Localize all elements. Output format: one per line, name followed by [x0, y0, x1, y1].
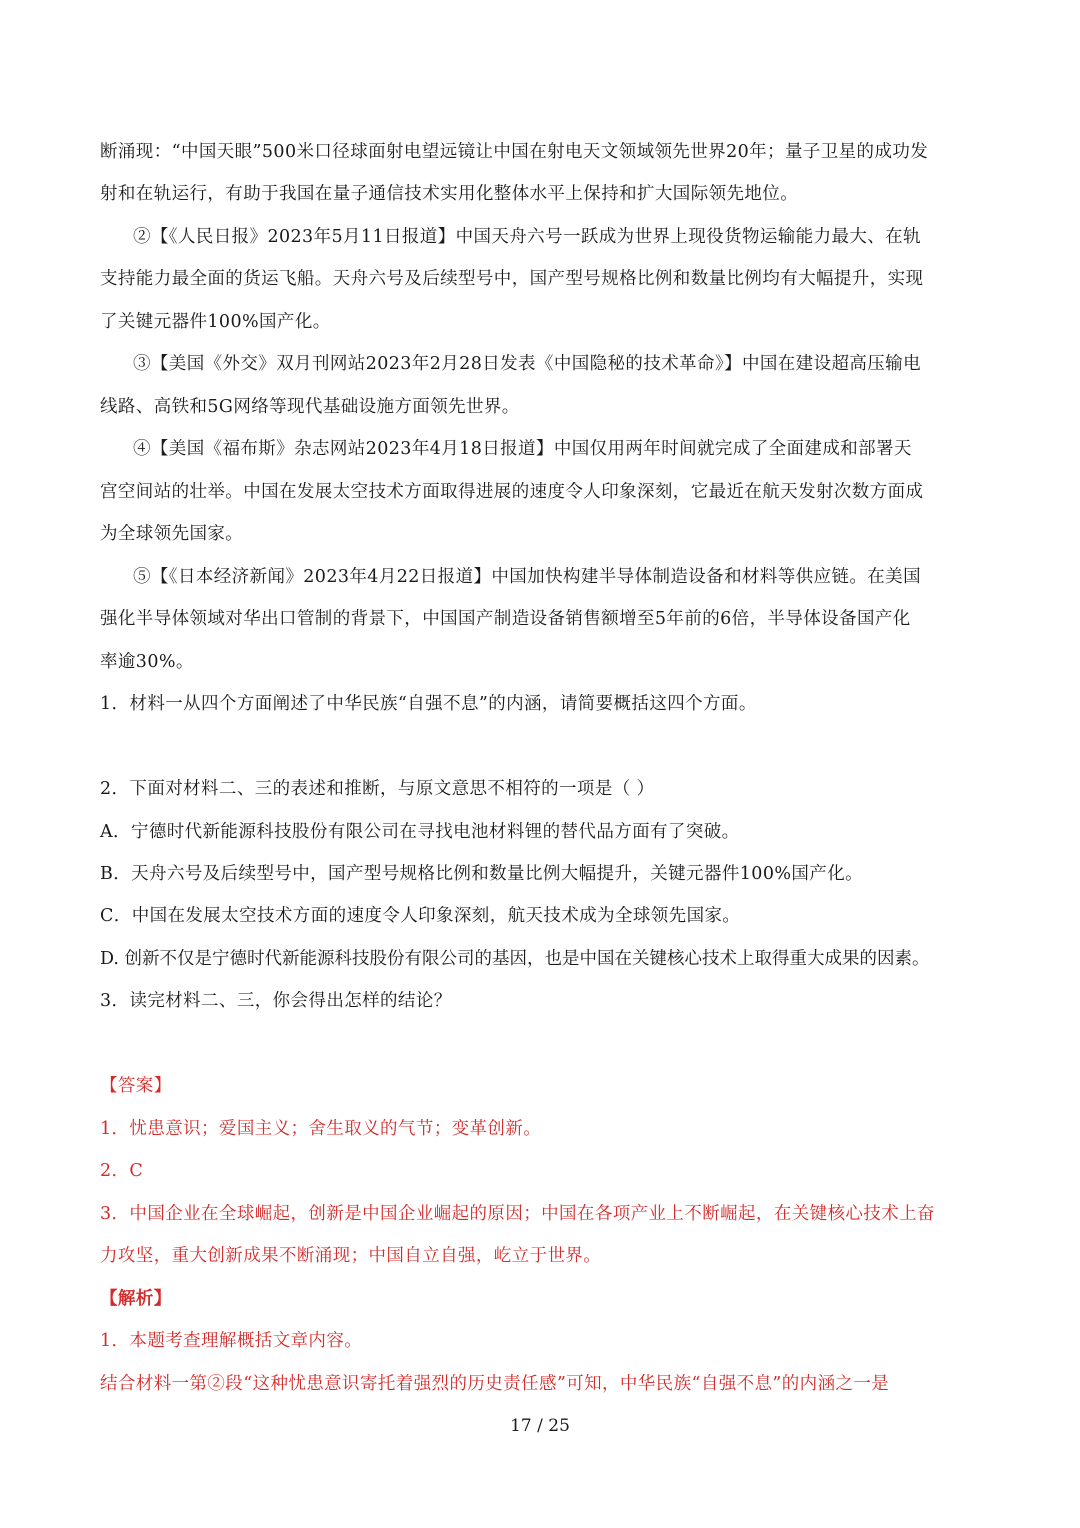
material-line: 支持能力最全面的货运飞船。天舟六号及后续型号中，国产型号规格比例和数量比例均有大幅提升，实现 — [100, 269, 924, 289]
question-2: 2．下面对材料二、三的表述和推断，与原文意思不相符的一项是（ ） — [100, 779, 655, 799]
material-line: 断涌现：“中国天眼”500米口径球面射电望远镜让中国在射电天文领域领先世界20年；量子卫星的成功发 — [100, 142, 929, 162]
material-line: 为全球领先国家。 — [100, 524, 244, 544]
material-line: ⑤【《日本经济新闻》2023年4月22日报道】中国加快构建半导体制造设备和材料等供应链。在美国 — [133, 567, 921, 587]
answer-3-line: 力攻坚，重大创新成果不断涌现；中国自立自强，屹立于世界。 — [100, 1246, 602, 1266]
option-d: D. 创新不仅是宁德时代新能源科技股份有限公司的基因，也是中国在关键核心技术上取得重大成果的因素。 — [100, 949, 930, 969]
answer-header: 【答案】 — [100, 1076, 172, 1096]
analysis-line: 结合材料一第②段“这种忧患意识寄托着强烈的历史责任感”可知，中华民族“自强不息”的内涵之一是 — [100, 1374, 890, 1394]
option-c: C．中国在发展太空技术方面的速度令人印象深刻，航天技术成为全球领先国家。 — [100, 906, 741, 926]
answer-2: 2．C — [100, 1161, 144, 1181]
material-line: 宫空间站的壮举。中国在发展太空技术方面取得进展的速度令人印象深刻，它最近在航天发射次数方面成 — [100, 482, 924, 502]
material-line: 强化半导体领域对华出口管制的背景下，中国国产制造设备销售额增至5年前的6倍，半导体设备国产化 — [100, 609, 911, 629]
material-line: 射和在轨运行，有助于我国在量子通信技术实用化整体水平上保持和扩大国际领先地位。 — [100, 184, 799, 204]
material-line: ④【美国《福布斯》杂志网站2023年4月18日报道】中国仅用两年时间就完成了全面建成和部署天 — [133, 439, 912, 459]
analysis-line: 1．本题考查理解概括文章内容。 — [100, 1331, 363, 1351]
page-number: 17 / 25 — [510, 1416, 570, 1436]
answer-1: 1．忧患意识；爱国主义；舍生取义的气节；变革创新。 — [100, 1119, 542, 1139]
material-line: 了关键元器件100%国产化。 — [100, 312, 331, 332]
option-a: A．宁德时代新能源科技股份有限公司在寻找电池材料锂的替代品方面有了突破。 — [100, 822, 740, 842]
question-1: 1．材料一从四个方面阐述了中华民族“自强不息”的内涵，请简要概括这四个方面。 — [100, 694, 757, 714]
option-b: B．天舟六号及后续型号中，国产型号规格比例和数量比例大幅提升，关键元器件100%国产化。 — [100, 864, 863, 884]
answer-3-line: 3．中国企业在全球崛起，创新是中国企业崛起的原因；中国在各项产业上不断崛起，在关键核心技术上奋 — [100, 1204, 935, 1224]
material-line: 率逾30%。 — [100, 652, 194, 672]
material-line: ②【《人民日报》2023年5月11日报道】中国天舟六号一跃成为世界上现役货物运输能力最大、在轨 — [133, 227, 921, 247]
question-3: 3．读完材料二、三，你会得出怎样的结论？ — [100, 991, 452, 1011]
material-line: ③【美国《外交》双月刊网站2023年2月28日发表《中国隐秘的技术革命》】中国在建设超高压输电 — [133, 354, 921, 374]
analysis-header: 【解析】 — [100, 1289, 172, 1309]
material-line: 线路、高铁和5G网络等现代基础设施方面领先世界。 — [100, 397, 520, 417]
